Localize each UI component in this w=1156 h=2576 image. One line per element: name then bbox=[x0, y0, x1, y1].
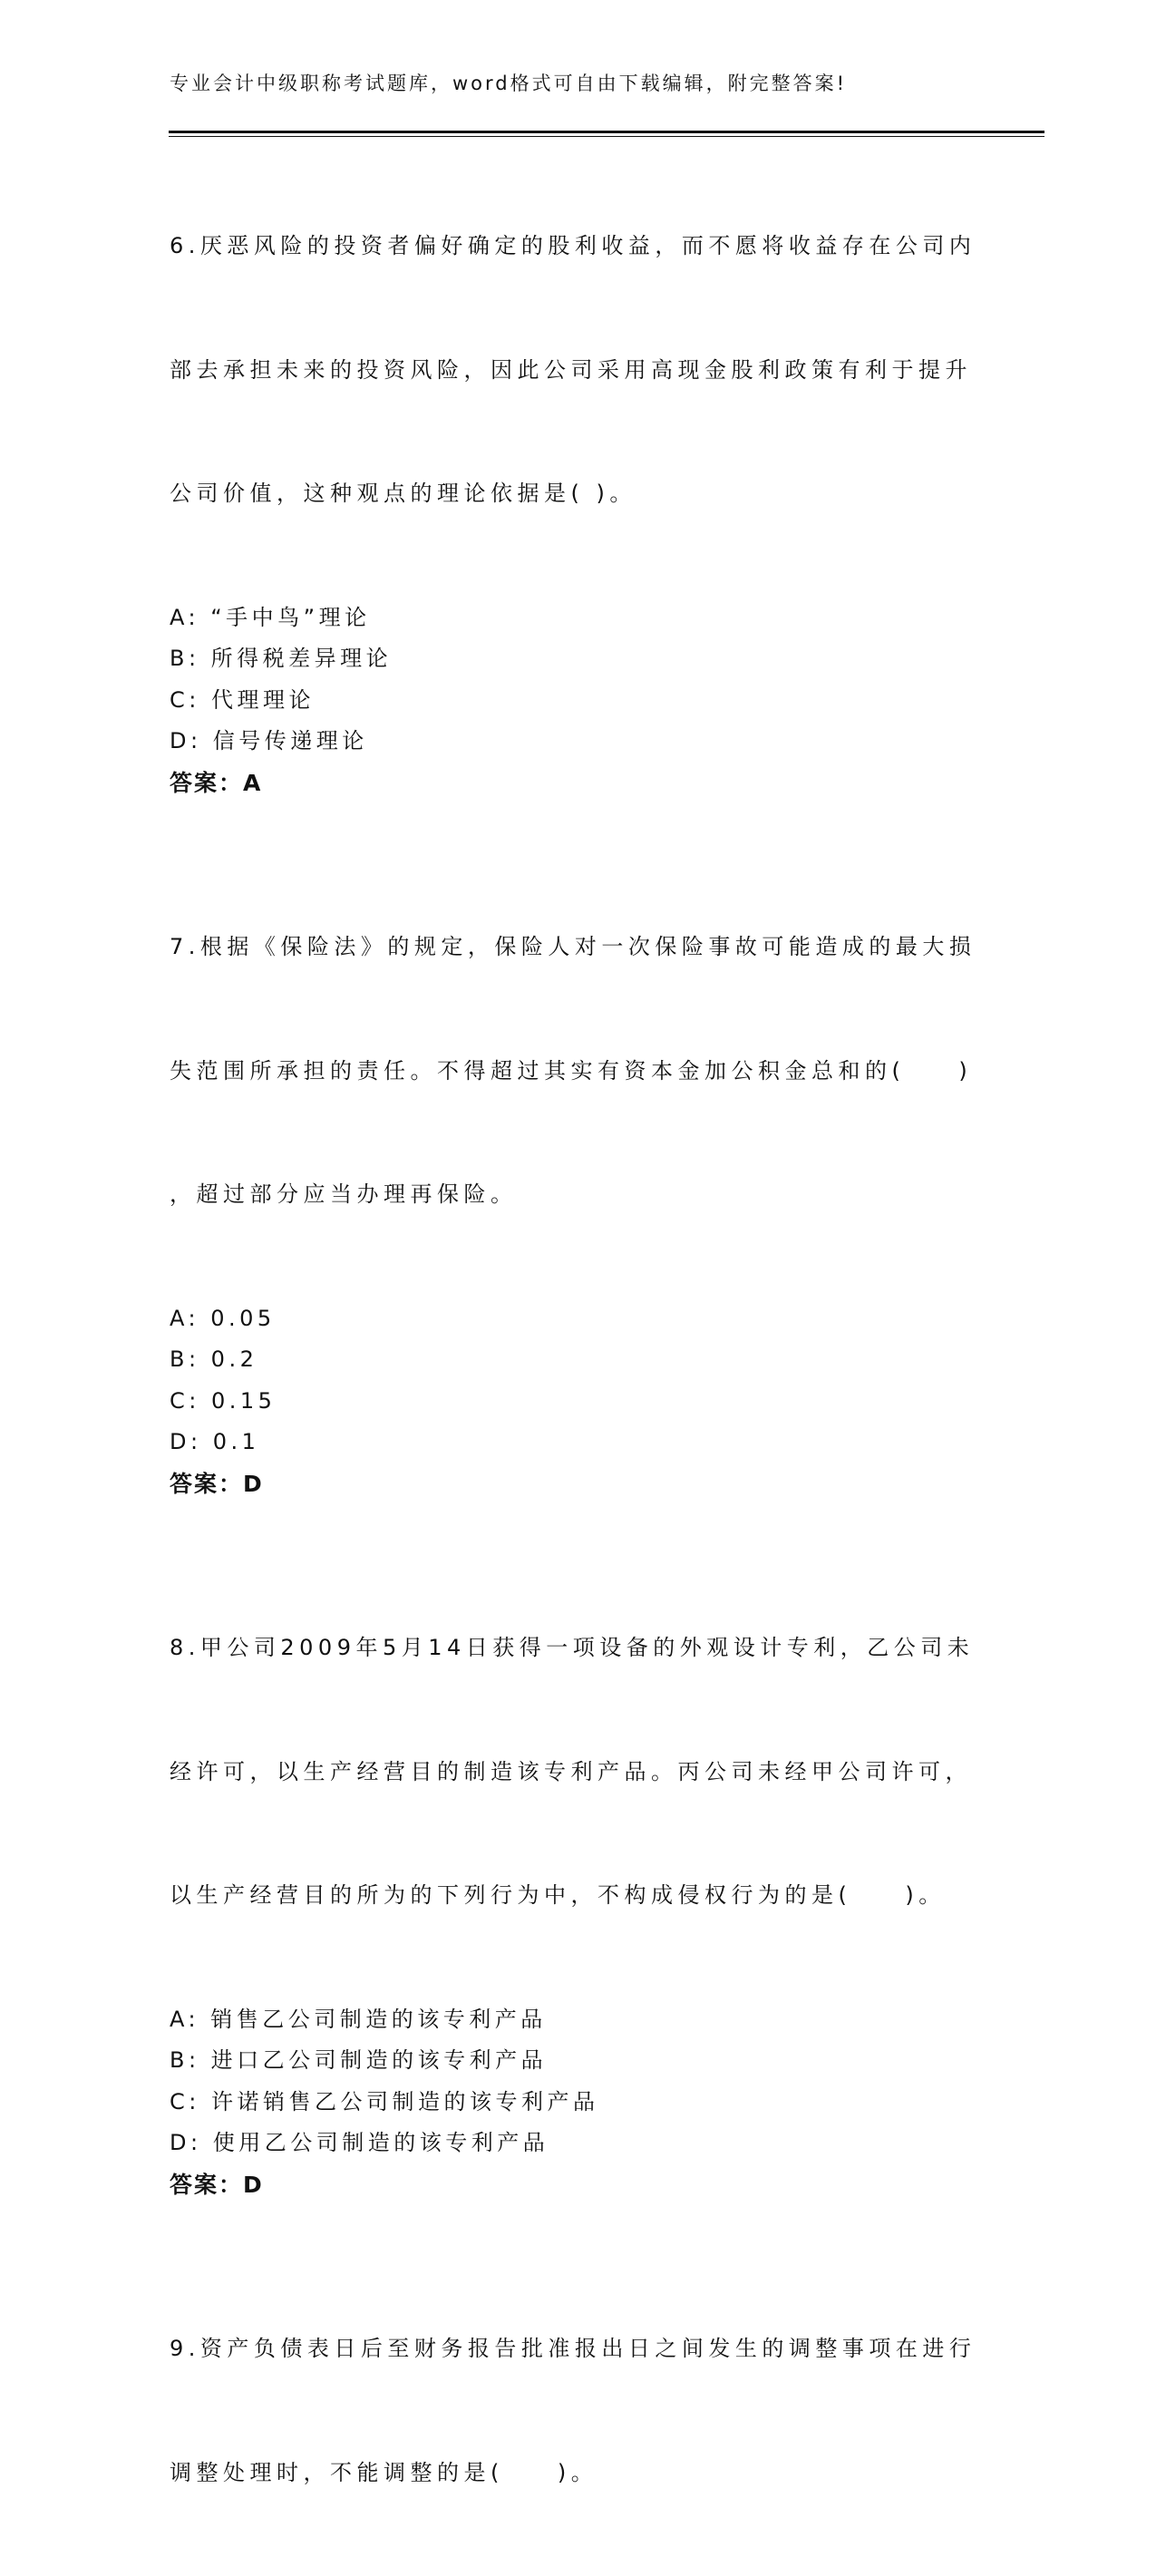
stem-line: 公司价值，这种观点的理论依据是( )。 bbox=[170, 481, 636, 506]
option-c: C: 代理理论 bbox=[170, 686, 315, 713]
stem-line: 以生产经营目的所为的下列行为中，不构成侵权行为的是( )。 bbox=[170, 1882, 946, 1908]
option-b: B: 所得税差异理论 bbox=[170, 646, 393, 671]
option-a: A: 0.05 bbox=[170, 1305, 276, 1331]
option-b: B: 0.2 bbox=[170, 1346, 258, 1372]
question-list bbox=[170, 143, 986, 2576]
stem-line: 经许可，以生产经营目的制造该专利产品。丙公司未经甲公司许可， bbox=[170, 1758, 972, 1784]
question-stem bbox=[170, 844, 986, 1298]
question-stem bbox=[170, 2246, 986, 2576]
header-rule-thick bbox=[169, 131, 1044, 133]
stem-line: 调整处理时，不能调整的是( )。 bbox=[170, 2459, 598, 2485]
question-7 bbox=[170, 844, 986, 1504]
stem-line: 9.资产负债表日后至财务报告批准报出日之间发生的调整事项在进行 bbox=[170, 2336, 976, 2361]
option-d: D: 0.1 bbox=[170, 1429, 260, 1454]
question-stem bbox=[170, 1545, 986, 1999]
header-rule-thin bbox=[169, 136, 1044, 137]
question-spacer bbox=[170, 803, 986, 844]
stem-line: 失范围所承担的责任。不得超过其实有资本金加公积金总和的( ) bbox=[170, 1057, 973, 1084]
question-stem bbox=[170, 143, 986, 598]
option-c: C: 许诺销售乙公司制造的该专利产品 bbox=[170, 2088, 599, 2114]
option-a: A: “手中鸟”理论 bbox=[170, 604, 371, 630]
stem-line: 6.厌恶风险的投资者偏好确定的股利收益，而不愿将收益存在公司内 bbox=[170, 233, 976, 258]
option-d: D: 信号传递理论 bbox=[170, 728, 368, 753]
option-a: A: 销售乙公司制造的该专利产品 bbox=[170, 2006, 547, 2032]
option-d: D: 使用乙公司制造的该专利产品 bbox=[170, 2130, 549, 2155]
stem-line: ，超过部分应当办理再保险。 bbox=[170, 1181, 518, 1207]
option-b: B: 进口乙公司制造的该专利产品 bbox=[170, 2047, 548, 2073]
answer: 答案：D bbox=[170, 1470, 264, 1497]
stem-line: 8.甲公司2009年5月14日获得一项设备的外观设计专利，乙公司未 bbox=[170, 1635, 975, 1660]
question-9 bbox=[170, 2246, 986, 2576]
page-header: 专业会计中级职称考试题库，word格式可自由下载编辑，附完整答案! bbox=[170, 73, 848, 94]
stem-line: 7.根据《保险法》的规定，保险人对一次保险事故可能造成的最大损 bbox=[170, 934, 976, 959]
answer: 答案：A bbox=[170, 769, 263, 796]
stem-line: 部去承担未来的投资风险，因此公司采用高现金股利政策有利于提升 bbox=[170, 356, 972, 383]
option-c: C: 0.15 bbox=[170, 1387, 277, 1414]
answer: 答案：D bbox=[170, 2171, 264, 2198]
question-8 bbox=[170, 1545, 986, 2205]
question-spacer bbox=[170, 1504, 986, 1545]
question-6 bbox=[170, 143, 986, 803]
question-spacer bbox=[170, 2205, 986, 2246]
